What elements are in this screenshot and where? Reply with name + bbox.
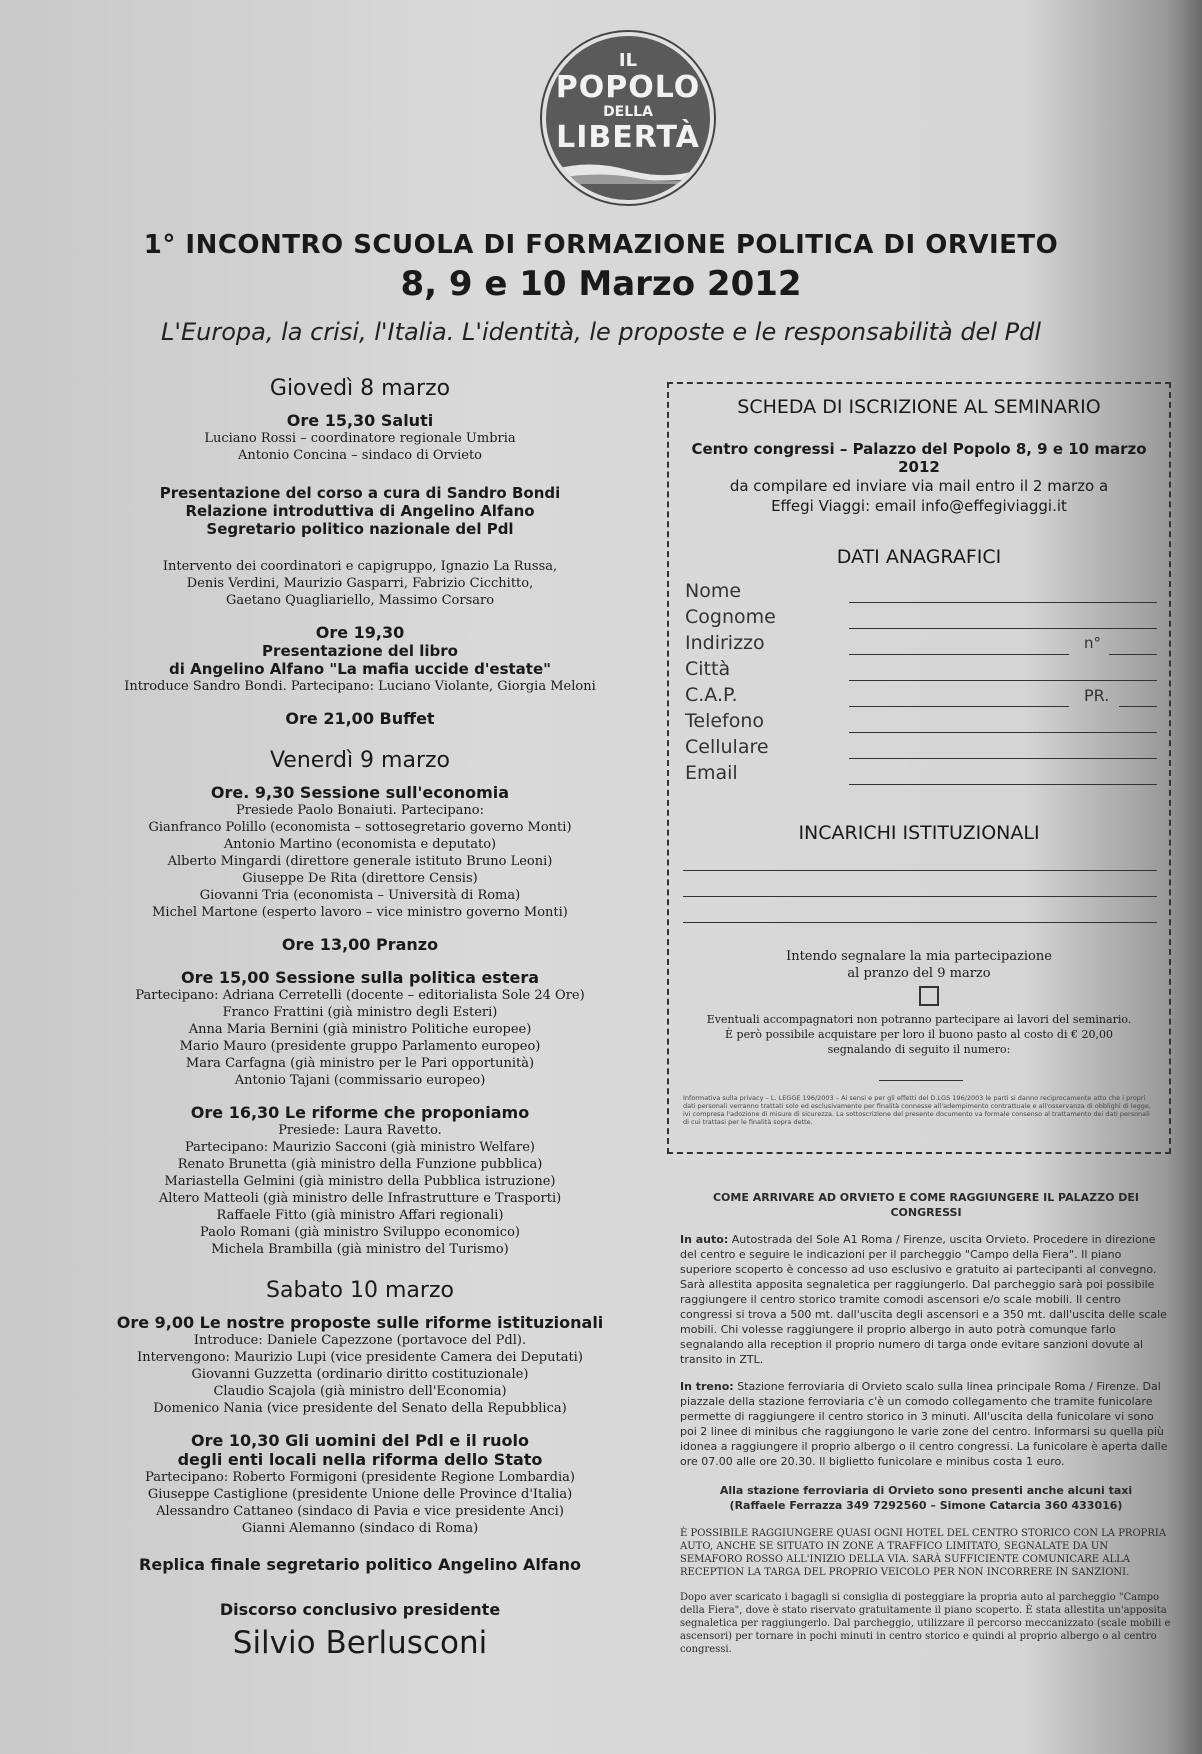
field-label-email: Email (685, 762, 738, 784)
field-label-telefono: Telefono (685, 710, 765, 732)
speaker-line: Mara Carfagna (già ministro per le Pari opportunità) (185, 1056, 535, 1071)
logo-line-1: IL (618, 50, 638, 71)
parking-notice: Dopo aver scaricato i bagagli si consiglia di posteggiare la propria auto al parcheggio "Campo della Fiera", dove è stato riservato gratuitamente il piano scoperto. È stata allestita un'apposita segnaletica per raggiungerlo. Dal parcheggio, utilizzare il percorso meccanizzato (scale mobili e ascensori) per tornare in pochi minuti in centro storico e quindi al proprio albergo o al centro congressi. (680, 1592, 1171, 1655)
registration-form (667, 382, 1171, 1154)
day-heading: Venerdì 9 marzo (269, 748, 451, 773)
taxi-line: (Raffaele Ferrazza 349 7292560 – Simone Catarcia 360 433016) (729, 1499, 1123, 1512)
speaker-line: Paolo Romani (già ministro Sviluppo economico) (200, 1225, 520, 1240)
section-institutional-roles: INCARICHI ISTITUZIONALI (798, 822, 1040, 844)
speaker-line: Mariastella Gelmini (già ministro della Pubblica istruzione) (164, 1174, 556, 1189)
session-title: Ore 13,00 Pranzo (281, 935, 439, 954)
companions-count-input[interactable] (879, 1080, 963, 1081)
companions-line: Eventuali accompagnatori non potranno partecipare ai lavori del seminario. (706, 1013, 1132, 1026)
session-title: Ore 9,00 Le nostre proposte sulle riforme istituzionali (116, 1313, 604, 1332)
speaker-line: Franco Frattini (già ministro degli Esteri) (222, 1005, 498, 1020)
presentation-line: di Angelino Alfano "La mafia uccide d'estate" (169, 660, 551, 678)
speaker-line: Antonio Tajani (commissario europeo) (234, 1073, 486, 1088)
speaker-line: Presiede: Laura Ravetto. (278, 1123, 442, 1138)
speaker-line: Michela Brambilla (già ministro del Turismo) (211, 1242, 509, 1257)
speaker-line: Renato Brunetta (già ministro della Funzione pubblica) (177, 1157, 543, 1172)
session-title: Ore 10,30 Gli uomini del Pdl e il ruolo (190, 1431, 530, 1450)
section-personal-data: DATI ANAGRAFICI (836, 546, 1002, 568)
presentation-line: Presentazione del corso a cura di Sandro Bondi (159, 484, 561, 502)
lunch-text (669, 948, 1169, 982)
form-note: da compilare ed inviare via mail entro il 2 marzo a (729, 477, 1109, 495)
companions-line: È però possibile acquistare per loro il buono pasto al costo di € 20,00 (725, 1028, 1113, 1041)
speaker-line: Partecipano: Adriana Cerretelli (docente – editorialista Sole 24 Ore) (135, 988, 585, 1003)
directions-car-label: In auto: (680, 1233, 729, 1246)
presentation-line: Presentazione del libro (262, 642, 458, 660)
companions-text (669, 1012, 1169, 1057)
speaker-line: Intervento dei coordinatori e capigruppo, Ignazio La Russa, (162, 559, 558, 574)
form-note: Effegi Viaggi: email info@effegiviaggi.it (771, 497, 1067, 515)
field-indirizzo-input[interactable] (849, 654, 1069, 655)
speaker-line: Introduce: Daniele Capezzone (portavoce del Pdl). (193, 1333, 527, 1348)
speaker-line: Gianni Alemanno (sindaco di Roma) (241, 1521, 479, 1536)
privacy-notice: Informativa sulla privacy – L. LEGGE 196/2003 – Ai sensi e per gli effetti del D.LGS 196/2003 le parti si danno reciprocamente atto che i propri dati personali verranno trattati solo ed esclusivamente per finalità connesse all'adempimento contrattuale e all'osservanza di obblighi di legge, ivi compresa l'adozione di misure di sicurezza. La sottoscrizione del presente documento va formale consenso al trattamento dei dati personali di cui trattasi per le finalità sopra dette. (683, 1094, 1151, 1126)
directions-car-text: Autostrada del Sole A1 Roma / Firenze, uscita Orvieto. Procedere in direzione del centro e seguire le indicazioni per il parcheggio "Campo della Fiera". Il piano superiore scoperto è concesso ad uso esclusivo e gratuito ai partecipanti al convegno. Sarà allestita apposita segnaletica per raggiungerlo. Dal parcheggio sarà poi possibile raggiungere il centro storico tramite comodi ascensori e/o scale mobili. Il centro congressi si trova a 500 mt. dall'uscita degli ascensori e a 350 mt. dall'uscita delle scale mobili. Chi volesse raggiungere il proprio albergo in auto potrà comunque farlo segnalando alla reception il proprio numero di targa onde evitare sanzioni dovute al transito in ZTL. (680, 1233, 1167, 1366)
field-email-input[interactable] (849, 784, 1157, 785)
logo-wave-icon (546, 158, 710, 184)
field-cap-input[interactable] (849, 706, 1069, 707)
speaker-line: Antonio Martino (economista e deputato) (223, 837, 497, 852)
day-heading: Giovedì 8 marzo (269, 376, 451, 401)
presentation-line: Segretario politico nazionale del Pdl (206, 520, 514, 538)
logo-line-2: POPOLO (555, 70, 701, 105)
session-speakers (100, 1332, 620, 1417)
roles-line-3[interactable] (683, 922, 1157, 923)
speaker-line: Alessandro Cattaneo (sindaco di Pavia e vice presidente Anci) (156, 1504, 564, 1519)
session-title: Ore 19,30 (315, 623, 405, 642)
speaker-line: Presiede Paolo Bonaiuti. Partecipano: (236, 803, 484, 818)
speaker-line: Alberto Mingardi (direttore generale istituto Bruno Leoni) (167, 854, 553, 869)
directions-train-text: Stazione ferroviaria di Orvieto scalo sulla linea principale Roma / Firenze. Dal piazzale della stazione ferroviaria c'è un comodo collegamento che tramite funicolare permette di raggiungere il centro storico in 3 minuti. All'uscita della funicolare vi sono poi 2 linee di minibus che raggiungono le varie zone del centro. Informarsi su quella più idonea a raggiungere il proprio albergo o il centro congressi. La funicolare è aperta dalle ore 07.00 alle ore 20.30. Il biglietto funicolare e minibus costa 1 euro. (680, 1380, 1168, 1468)
speaker-line: Introduce Sandro Bondi. Partecipano: Luciano Violante, Giorgia Meloni (124, 679, 596, 694)
event-title: 1° INCONTRO SCUOLA DI FORMAZIONE POLITICA DI ORVIETO (143, 230, 1059, 260)
field-nome-input[interactable] (849, 602, 1157, 603)
field-cognome-input[interactable] (849, 628, 1157, 629)
final-reply: Replica finale segretario politico Angelino Alfano (139, 1555, 581, 1574)
speaker-line: Gaetano Quagliariello, Massimo Corsaro (225, 593, 495, 608)
logo-line-4: LIBERTÀ (556, 120, 700, 155)
directions-train (680, 1379, 1172, 1469)
speaker-line: Antonio Concina – sindaco di Orvieto (237, 448, 483, 463)
closing-speaker: Silvio Berlusconi (232, 1625, 488, 1661)
speaker-line: Partecipano: Roberto Formigoni (presidente Regione Lombardia) (145, 1470, 575, 1485)
event-dates: 8, 9 e 10 Marzo 2012 (400, 264, 802, 304)
lunch-line: Intendo segnalare la mia partecipazione (786, 949, 1052, 964)
form-venue: Centro congressi – Palazzo del Popolo 8, 9 e 10 marzo 2012 (691, 440, 1147, 476)
speaker-line: Domenico Nania (vice presidente del Senato della Repubblica) (153, 1401, 567, 1416)
roles-line-1[interactable] (683, 870, 1157, 871)
program-column (100, 370, 620, 1661)
speaker-line: Giuseppe Castiglione (presidente Unione delle Province d'Italia) (147, 1487, 573, 1502)
directions-train-label: In treno: (680, 1380, 734, 1393)
session-title: Ore 15,30 Saluti (286, 411, 434, 430)
taxi-info (680, 1483, 1172, 1513)
field-label-provincia: PR. (1084, 686, 1110, 705)
speaker-line: Intervengono: Maurizio Lupi (vice presidente Camera dei Deputati) (137, 1350, 583, 1365)
session-title: degli enti locali nella riforma dello Stato (177, 1450, 543, 1469)
roles-line-2[interactable] (683, 896, 1157, 897)
speaker-line: Gianfranco Polillo (economista – sottosegretario governo Monti) (148, 820, 572, 835)
session-speakers (100, 987, 620, 1089)
speaker-line: Denis Verdini, Maurizio Gasparri, Fabrizio Cicchitto, (186, 576, 534, 591)
session-speakers (100, 1469, 620, 1537)
speaker-line: Raffaele Fitto (già ministro Affari regionali) (216, 1208, 504, 1223)
presentation-line: Relazione introduttiva di Angelino Alfano (185, 502, 535, 520)
field-label-nome: Nome (685, 580, 742, 602)
field-label-citta: Città (685, 658, 731, 680)
closing-speech: Discorso conclusivo presidente (219, 1600, 501, 1619)
field-citta-input[interactable] (849, 680, 1157, 681)
companions-line: segnalando di seguito il numero: (827, 1043, 1011, 1056)
hotel-access-notice: È POSSIBILE RAGGIUNGERE QUASI OGNI HOTEL DEL CENTRO STORICO CON LA PROPRIA AUTO, ANCHE SE SITUATO IN ZONE A TRAFFICO LIMITATO, SEGNALATE DA UN SEMAFORO ROSSO ALL'INIZIO DELLA VIA. SARÀ SUFFICIENTE COMUNICARE ALLA RECEPTION LA TARGA DEL PROPRIO VEICOLO PER NON INCORRERE IN SANZIONI. (680, 1528, 1167, 1578)
speaker-line: Altero Matteoli (già ministro delle Infrastrutture e Trasporti) (158, 1191, 562, 1206)
speaker-line: Mario Mauro (presidente gruppo Parlamento europeo) (179, 1039, 541, 1054)
session-speakers (100, 802, 620, 921)
session-title: Ore 15,00 Sessione sulla politica estera (180, 968, 539, 987)
speaker-line: Giuseppe De Rita (direttore Censis) (242, 871, 478, 886)
speaker-line: Anna Maria Bernini (già ministro Politiche europee) (188, 1022, 532, 1037)
session-title: Ore. 9,30 Sessione sull'economia (210, 783, 510, 802)
session-title: Ore 21,00 Buffet (285, 709, 435, 728)
speaker-line: Giovanni Guzzetta (ordinario diritto costituzionale) (191, 1367, 529, 1382)
directions-car (680, 1232, 1172, 1367)
speaker-line: Michel Martone (esperto lavoro – vice ministro governo Monti) (152, 905, 568, 920)
field-label-numero: n° (1084, 634, 1102, 652)
field-label-indirizzo: Indirizzo (685, 632, 765, 654)
field-cellulare-input[interactable] (849, 758, 1157, 759)
field-telefono-input[interactable] (849, 732, 1157, 733)
field-numero-input[interactable] (1109, 654, 1157, 655)
speaker-line: Claudio Scajola (già ministro dell'Economia) (213, 1384, 507, 1399)
logo-line-3: DELLA (603, 104, 653, 120)
speaker-line: Partecipano: Maurizio Sacconi (già ministro Welfare) (185, 1140, 535, 1155)
directions-title: COME ARRIVARE AD ORVIETO E COME RAGGIUNGERE IL PALAZZO DEI CONGRESSI (712, 1191, 1140, 1219)
speaker-line: Giovanni Tria (economista – Università di Roma) (199, 888, 521, 903)
session-title: Ore 16,30 Le riforme che proponiamo (190, 1103, 530, 1122)
field-label-cellulare: Cellulare (685, 736, 769, 758)
taxi-line: Alla stazione ferroviaria di Orvieto sono presenti anche alcuni taxi (719, 1484, 1133, 1497)
field-label-cognome: Cognome (685, 606, 776, 628)
day-heading: Sabato 10 marzo (266, 1278, 454, 1303)
lunch-checkbox[interactable] (919, 986, 939, 1006)
directions-section (680, 1190, 1172, 1668)
field-provincia-input[interactable] (1119, 706, 1157, 707)
form-title: SCHEDA DI ISCRIZIONE AL SEMINARIO (737, 396, 1101, 418)
session-speakers (100, 1122, 620, 1258)
event-subtitle: L'Europa, la crisi, l'Italia. L'identità, le proposte e le responsabilità del Pdl (161, 318, 1041, 346)
lunch-line: al pranzo del 9 marzo (847, 966, 991, 981)
field-label-cap: C.A.P. (685, 684, 738, 706)
speaker-line: Luciano Rossi – coordinatore regionale Umbria (204, 431, 516, 446)
pdl-logo (542, 32, 714, 204)
